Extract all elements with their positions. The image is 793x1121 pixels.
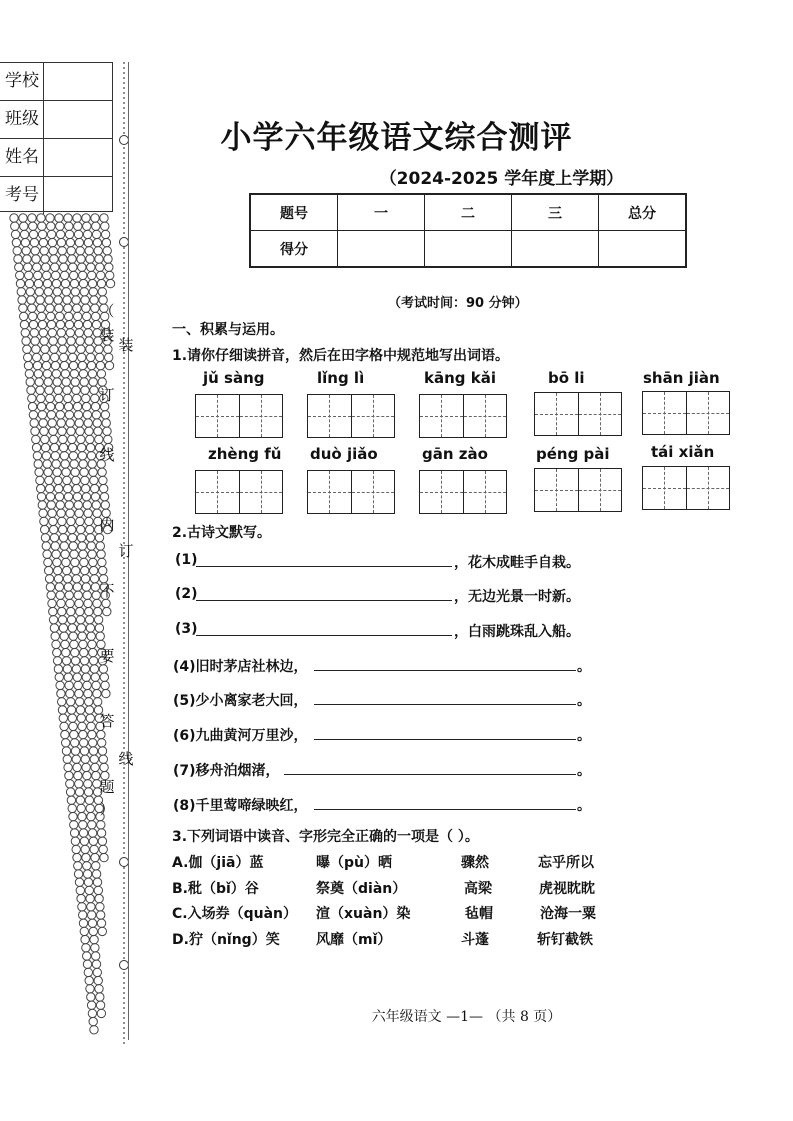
tianzige-grid[interactable] bbox=[195, 470, 283, 514]
poem-suffix: 。 bbox=[577, 693, 591, 709]
poem-answer-line[interactable] bbox=[314, 809, 576, 810]
option-a-word-2: 曝（pù）晒 bbox=[316, 855, 392, 871]
option-d-word-4: 斩钉截铁 bbox=[537, 932, 593, 948]
poem-prefix: (7)移舟泊烟渚， bbox=[173, 763, 280, 779]
option-c-word-3: 毡帽 bbox=[465, 906, 493, 922]
poem-answer-line[interactable] bbox=[314, 739, 576, 740]
pinyin-label: lǐng lì bbox=[317, 369, 365, 387]
score-cell[interactable] bbox=[338, 231, 425, 268]
pinyin-label: gān zào bbox=[422, 445, 488, 463]
pinyin-label: jǔ sàng bbox=[203, 369, 265, 387]
page-footer: 六年级语文 —1— （共 8 页） bbox=[371, 1009, 562, 1025]
tianzige-grid[interactable] bbox=[195, 394, 283, 438]
poem-answer-line[interactable] bbox=[196, 600, 452, 601]
notice-char: 答 bbox=[99, 712, 115, 730]
option-a-word-1[interactable]: A.伽（jiā）蓝 bbox=[172, 855, 264, 871]
exam-time: （考试时间：90 分钟） bbox=[388, 296, 528, 311]
page-title: 小学六年级语文综合测评 bbox=[220, 120, 573, 156]
info-label-number: 考号 bbox=[0, 177, 44, 214]
school-field[interactable] bbox=[45, 63, 112, 100]
notice-char: 题 bbox=[99, 778, 115, 796]
poem-prefix: (6)九曲黄河万里沙， bbox=[173, 728, 308, 744]
poem-suffix: 。 bbox=[577, 763, 591, 779]
section-heading: 一、积累与运用。 bbox=[172, 322, 284, 338]
tianzige-grid[interactable] bbox=[534, 468, 622, 512]
notice-char: 要 bbox=[99, 647, 115, 665]
pinyin-label: kāng kǎi bbox=[424, 369, 496, 387]
poem-answer-line[interactable] bbox=[314, 704, 576, 705]
option-c-word-1[interactable]: C.入场券（quàn） bbox=[172, 906, 297, 922]
score-header-cell: 题号 bbox=[250, 194, 338, 231]
poem-prefix: (1) bbox=[175, 552, 198, 568]
poem-prefix: (8)千里莺啼绿映红， bbox=[173, 798, 308, 814]
notice-char: 内 bbox=[99, 516, 115, 534]
option-c-word-4: 沧海一粟 bbox=[540, 906, 596, 922]
poem-suffix: ，白雨跳珠乱入船。 bbox=[454, 624, 580, 640]
score-cell[interactable] bbox=[599, 231, 687, 268]
score-cell[interactable] bbox=[512, 231, 599, 268]
pinyin-label: bō li bbox=[548, 369, 585, 387]
score-table-header-row bbox=[250, 194, 686, 231]
question-1-text: 1.请你仔细读拼音，然后在田字格中规范地写出词语。 bbox=[172, 348, 510, 364]
poem-prefix: (2) bbox=[175, 586, 198, 602]
notice-char: ） bbox=[99, 800, 115, 818]
option-d-word-1[interactable]: D.狞（nǐng）笑 bbox=[172, 932, 280, 948]
option-d-word-3: 斗蓬 bbox=[461, 932, 489, 948]
tianzige-grid[interactable] bbox=[419, 394, 507, 438]
info-label-school: 学校 bbox=[0, 63, 44, 100]
poem-prefix: (3) bbox=[175, 621, 198, 637]
score-header-cell: 三 bbox=[512, 194, 599, 231]
poem-answer-line[interactable] bbox=[196, 566, 452, 567]
binding-char: 订 bbox=[118, 542, 134, 560]
score-table-score-row bbox=[250, 231, 686, 268]
poem-answer-line[interactable] bbox=[314, 670, 576, 671]
pinyin-label: shān jiàn bbox=[643, 369, 720, 387]
poem-answer-line[interactable] bbox=[196, 635, 452, 636]
score-header-cell: 总分 bbox=[599, 194, 687, 231]
option-b-word-3: 高梁 bbox=[464, 881, 492, 897]
poem-suffix: 。 bbox=[577, 728, 591, 744]
option-c-word-2: 渲（xuàn）染 bbox=[316, 906, 411, 922]
score-cell[interactable] bbox=[425, 231, 512, 268]
option-d-word-2: 风靡（mǐ） bbox=[316, 932, 392, 948]
info-label-name: 姓名 bbox=[0, 139, 44, 176]
option-b-word-4: 虎视眈眈 bbox=[539, 881, 595, 897]
score-header-cell: 二 bbox=[425, 194, 512, 231]
poem-suffix: ，花木成畦手自栽。 bbox=[454, 555, 580, 571]
notice-char: 线 bbox=[99, 446, 115, 464]
question-3-text: 3.下列词语中读音、字形完全正确的一项是（ ）。 bbox=[172, 829, 479, 845]
option-b-word-2: 祭奠（diàn） bbox=[316, 881, 407, 897]
pinyin-label: zhèng fǔ bbox=[208, 445, 282, 463]
poem-suffix: 。 bbox=[577, 659, 591, 675]
option-a-word-4: 忘乎所以 bbox=[538, 855, 594, 871]
info-row-school bbox=[0, 63, 112, 101]
page-subtitle: （2024-2025 学年度上学期） bbox=[379, 169, 624, 189]
poem-suffix: ，无边光景一时新。 bbox=[454, 589, 580, 605]
tianzige-grid[interactable] bbox=[642, 466, 730, 510]
score-table bbox=[249, 193, 687, 268]
poem-prefix: (4)旧时茅店社林边， bbox=[173, 659, 308, 675]
info-label-class: 班级 bbox=[0, 101, 44, 138]
option-b-word-1[interactable]: B.秕（bǐ）谷 bbox=[172, 881, 259, 897]
tianzige-grid[interactable] bbox=[307, 394, 395, 438]
tianzige-grid[interactable] bbox=[307, 470, 395, 514]
score-header-cell: 一 bbox=[338, 194, 425, 231]
poem-suffix: 。 bbox=[577, 798, 591, 814]
option-a-word-3: 骤然 bbox=[461, 855, 489, 871]
pinyin-label: péng pài bbox=[536, 445, 610, 463]
notice-char: （ bbox=[99, 302, 115, 320]
tianzige-grid[interactable] bbox=[419, 470, 507, 514]
pinyin-label: duò jiǎo bbox=[310, 445, 378, 463]
score-row-label: 得分 bbox=[250, 231, 338, 268]
notice-char: 订 bbox=[99, 386, 115, 404]
notice-char: 不 bbox=[99, 582, 115, 600]
pinyin-label: tái xiǎn bbox=[651, 443, 715, 461]
poem-prefix: (5)少小离家老大回， bbox=[173, 693, 308, 709]
question-2-text: 2.古诗文默写。 bbox=[172, 525, 272, 541]
binding-char: 线 bbox=[118, 750, 134, 768]
tianzige-grid[interactable] bbox=[642, 391, 730, 435]
notice-char: 装 bbox=[99, 326, 115, 344]
binding-char: 装 bbox=[118, 336, 134, 354]
tianzige-grid[interactable] bbox=[534, 392, 622, 436]
poem-answer-line[interactable] bbox=[284, 774, 576, 775]
